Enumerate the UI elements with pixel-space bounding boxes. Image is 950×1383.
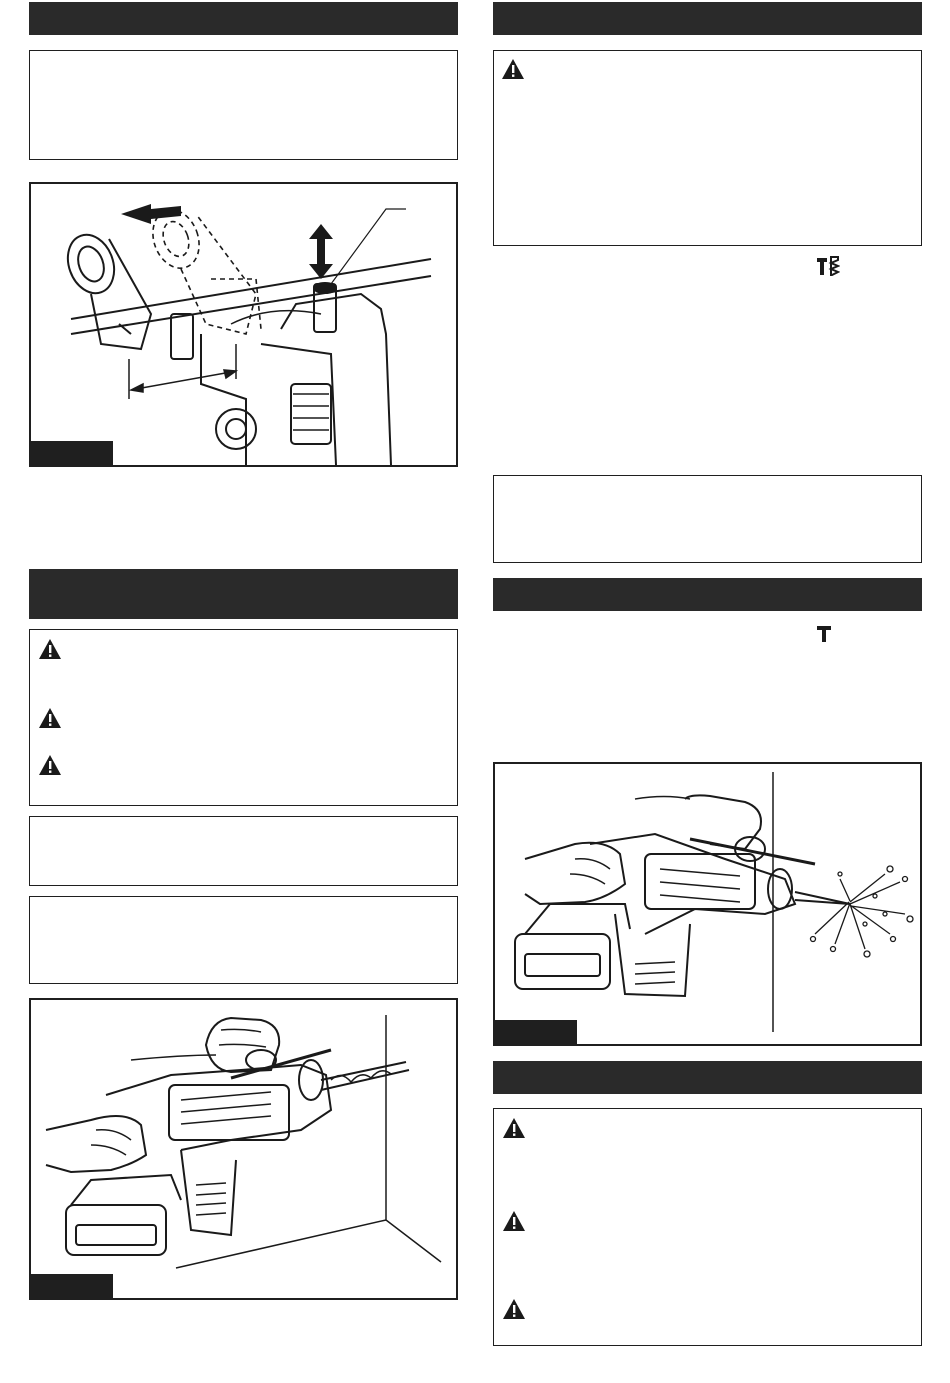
warning-triangle-icon [503, 1211, 525, 1231]
warning-box-3 [493, 1108, 922, 1346]
note-box-2 [29, 816, 458, 886]
warning-triangle-icon [502, 59, 524, 79]
warning-triangle-icon [39, 639, 61, 659]
note-box-3 [29, 896, 458, 984]
note-box-4 [493, 475, 922, 563]
figure-number-tag [31, 441, 113, 465]
drilling-illustration [31, 1000, 456, 1298]
section-header-bar-5 [493, 1061, 922, 1094]
warning-box-1 [29, 629, 458, 806]
warning-triangle-icon [503, 1118, 525, 1138]
figure-number-tag [495, 1020, 577, 1044]
figure-dust-extractor-attachment [29, 182, 458, 467]
section-header-bar-1 [29, 2, 458, 35]
warning-triangle-icon [503, 1299, 525, 1319]
section-header-bar-4 [493, 578, 922, 611]
hammer-mode-icon [817, 625, 831, 643]
hammer-drill-mode-icon [816, 256, 840, 276]
figure-drilling-into-wall [29, 998, 458, 1300]
warning-triangle-icon [39, 708, 61, 728]
figure-chiseling [493, 762, 922, 1046]
warning-triangle-icon [39, 755, 61, 775]
chiseling-illustration [495, 764, 920, 1044]
note-box-1 [29, 50, 458, 160]
warning-box-2 [493, 50, 922, 246]
section-header-bar-3 [493, 2, 922, 35]
dust-extractor-illustration [31, 184, 456, 465]
figure-number-tag [31, 1274, 113, 1298]
section-header-bar-2 [29, 569, 458, 619]
